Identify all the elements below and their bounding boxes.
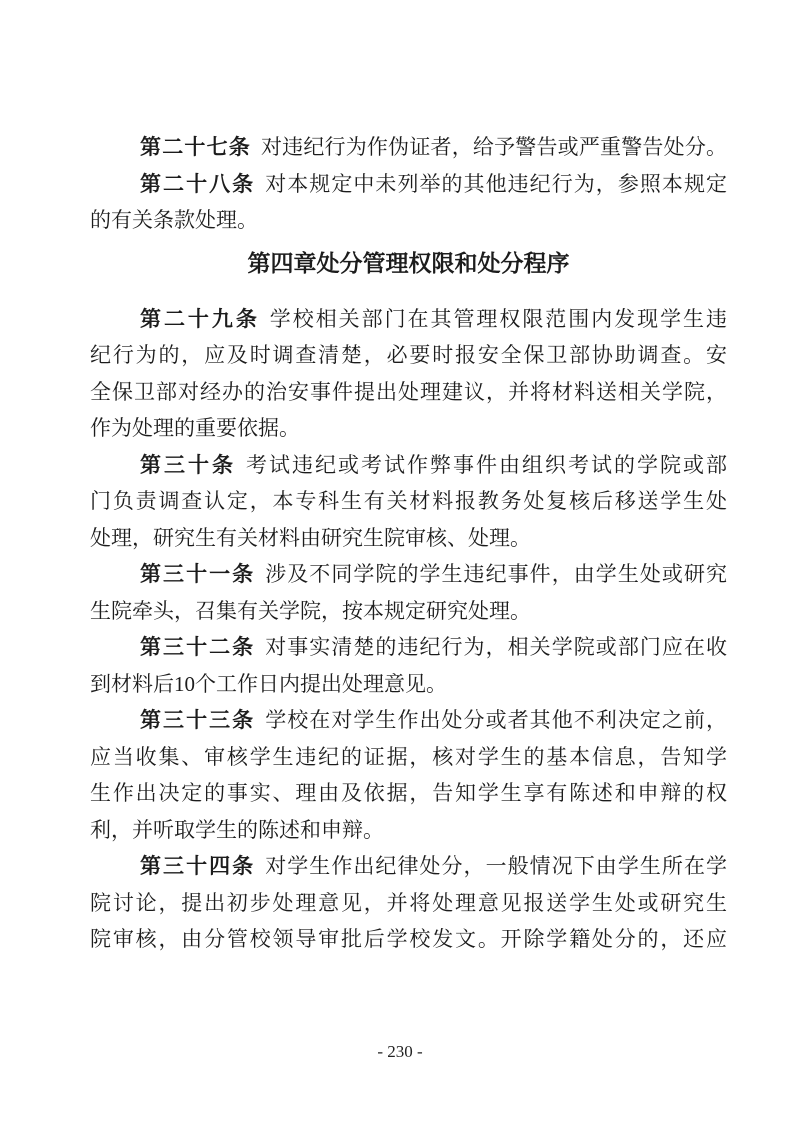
chapter-heading: 第四章处分管理权限和处分程序 [247,249,570,276]
article-30-line-3 [90,520,727,557]
article-34-number: 第三十四条 [140,854,256,878]
article-28-text-2: 的有关条款处理。 [90,208,258,232]
article-31-text-2: 生院牵头，召集有关学院，按本规定研究处理。 [90,598,531,623]
article-29-line-4 [90,410,727,447]
article-28-number: 第二十八条 [140,171,256,196]
article-28-line-2 [90,202,727,239]
article-29-line-1 [90,301,727,338]
article-33-number: 第三十三条 [140,708,256,732]
article-33-line-4 [90,812,727,849]
article-33-line-3 [90,775,727,812]
document-body [90,129,727,958]
article-34-text-1: 对学生作出纪律处分，一般情况下由学生所在学 [265,854,727,878]
article-29-text-3: 全保卫部对经办的治安事件提出处理建议，并将材料送相关学院， [90,379,727,404]
article-33-text-4: 利，并听取学生的陈述和申辩。 [90,817,384,842]
article-29-number: 第二十九条 [140,306,260,331]
article-34-line-3 [90,921,727,958]
article-33-text-2: 应当收集、审核学生违纪的证据，核对学生的基本信息，告知学 [90,744,727,769]
article-32-text-1: 对事实清楚的违纪行为，相关学院或部门应在收 [265,635,727,659]
page-number: - 230 - [377,1042,423,1061]
article-34-text-2: 院讨论，提出初步处理意见，并将处理意见报送学生处或研究生 [90,890,727,915]
article-33-line-1 [90,702,727,739]
article-29-line-3 [90,374,727,411]
article-29-text-4: 作为处理的重要依据。 [90,416,300,440]
article-30-text-3: 处理，研究生有关材料由研究生院审核、处理。 [90,525,531,550]
article-32-line-1 [90,629,727,666]
article-31-text-1: 涉及不同学院的学生违纪事件，由学生处或研究 [265,562,727,586]
article-34-text-3: 院审核，由分管校领导审批后学校发文。开除学籍处分的，还应 [90,927,727,951]
article-30-number: 第三十条 [140,452,236,477]
article-29-text-2: 纪行为的，应及时调查清楚，必要时报安全保卫部协助调查。安 [90,343,727,367]
article-31-number: 第三十一条 [140,562,256,586]
article-30-text-1: 考试违纪或考试作弊事件由组织考试的学院或部 [246,452,727,477]
article-33-line-2 [90,739,727,776]
article-27-text-1: 对违纪行为作伪证者，给予警告或严重警告处分。 [260,135,727,159]
article-31-line-2 [90,593,727,630]
article-28-line-1 [90,166,727,203]
article-32-text-2: 到材料后10个工作日内提出处理意见。 [90,671,447,696]
article-29-line-2 [90,337,727,374]
article-33-text-1: 学校在对学生作出处分或者其他不利决定之前， [265,708,727,732]
article-32-line-2 [90,666,727,703]
article-33-text-3: 生作出决定的事实、理由及依据，告知学生享有陈述和申辩的权 [90,781,727,805]
article-30-line-2 [90,483,727,520]
article-27-line-1 [90,129,727,166]
article-32-number: 第三十二条 [140,635,256,659]
article-30-line-1 [90,447,727,484]
article-29-text-1: 学校相关部门在其管理权限范围内发现学生违 [269,306,727,331]
article-34-line-1 [90,848,727,885]
article-30-text-2: 门负责调查认定，本专科生有关材料报教务处复核后移送学生处 [90,489,727,513]
article-34-line-2 [90,885,727,922]
article-28-text-1: 对本规定中未列举的其他违纪行为，参照本规定 [265,171,727,196]
article-31-line-1 [90,556,727,593]
article-27-number: 第二十七条 [140,135,251,159]
